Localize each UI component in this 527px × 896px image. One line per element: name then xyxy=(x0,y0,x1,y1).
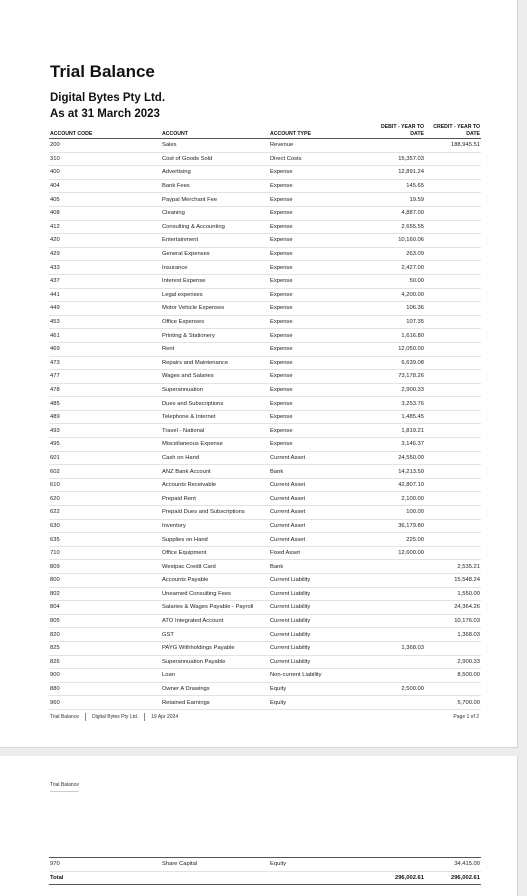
cell-code: 469 xyxy=(49,342,161,356)
cell-type: Equity xyxy=(269,696,369,710)
cell-type: Current Asset xyxy=(269,506,369,520)
cell-type: Current Liability xyxy=(269,655,369,669)
cell-account: Motor Vehicle Expenses xyxy=(161,302,269,316)
table-row xyxy=(49,370,481,384)
cell-debit: 2,900.33 xyxy=(369,383,425,397)
table-row xyxy=(49,655,481,669)
cell-debit xyxy=(369,601,425,615)
cell-code: 805 xyxy=(49,614,161,628)
header-account-type[interactable]: ACCOUNT TYPE xyxy=(269,121,369,139)
cell-account: Wages and Salaries xyxy=(161,370,269,384)
table-row xyxy=(49,858,481,872)
table-row xyxy=(49,546,481,560)
cell-credit xyxy=(425,682,481,696)
total-credit: 296,002.61 xyxy=(425,871,481,885)
table-row xyxy=(49,261,481,275)
cell-account: Rent xyxy=(161,342,269,356)
cell-credit xyxy=(425,288,481,302)
table-row xyxy=(49,614,481,628)
table-row xyxy=(49,234,481,248)
cell-debit: 10,160.06 xyxy=(369,234,425,248)
cell-credit xyxy=(425,641,481,655)
cell-code: 622 xyxy=(49,506,161,520)
cell-credit xyxy=(425,302,481,316)
cell-code: 601 xyxy=(49,451,161,465)
cell-type: Expense xyxy=(269,261,369,275)
cell-account: Legal expenses xyxy=(161,288,269,302)
cell-type: Non-current Liability xyxy=(269,669,369,683)
cell-debit: 2,655.55 xyxy=(369,220,425,234)
cell-credit xyxy=(425,329,481,343)
cell-code: 449 xyxy=(49,302,161,316)
report-title: Trial Balance xyxy=(50,62,155,81)
cell-type: Expense xyxy=(269,220,369,234)
cell-account: Miscellaneous Expense xyxy=(161,438,269,452)
table-row xyxy=(49,397,481,411)
table-row xyxy=(49,206,481,220)
table-header-row xyxy=(49,121,481,139)
cell-code: 437 xyxy=(49,274,161,288)
table-row xyxy=(49,682,481,696)
cell-code: 404 xyxy=(49,179,161,193)
cell-credit xyxy=(425,546,481,560)
cell-account: Sales xyxy=(161,139,269,153)
table-row xyxy=(49,601,481,615)
table-row xyxy=(49,274,481,288)
table-row xyxy=(49,152,481,166)
cell-code: 429 xyxy=(49,247,161,261)
cell-debit: 24,550.00 xyxy=(369,451,425,465)
cell-credit xyxy=(425,152,481,166)
cell-code: 461 xyxy=(49,329,161,343)
cell-code: 800 xyxy=(49,574,161,588)
cell-credit: 1,550.00 xyxy=(425,587,481,601)
cell-code: 825 xyxy=(49,641,161,655)
table-row xyxy=(49,438,481,452)
cell-credit xyxy=(425,492,481,506)
cell-code: 809 xyxy=(49,560,161,574)
cell-debit: 106.36 xyxy=(369,302,425,316)
cell-debit: 1,485.45 xyxy=(369,410,425,424)
cell-credit xyxy=(425,315,481,329)
cell-credit xyxy=(425,274,481,288)
cell-code: 602 xyxy=(49,465,161,479)
cell-account: General Expenses xyxy=(161,247,269,261)
cell-code: 408 xyxy=(49,206,161,220)
cell-type: Current Asset xyxy=(269,451,369,465)
cell-type: Current Liability xyxy=(269,601,369,615)
table-row xyxy=(49,220,481,234)
cell-account: Office Equipment xyxy=(161,546,269,560)
cell-code: 473 xyxy=(49,356,161,370)
cell-credit: 8,500.00 xyxy=(425,669,481,683)
table-row xyxy=(49,478,481,492)
cell-type: Equity xyxy=(269,682,369,696)
table-row xyxy=(49,519,481,533)
cell-type: Current Asset xyxy=(269,492,369,506)
cell-code: 310 xyxy=(49,152,161,166)
cell-debit: 50.00 xyxy=(369,274,425,288)
cell-debit: 107.35 xyxy=(369,315,425,329)
cell-credit xyxy=(425,424,481,438)
cell-debit: 12,050.00 xyxy=(369,342,425,356)
cell-code: 485 xyxy=(49,397,161,411)
cell-credit xyxy=(425,438,481,452)
cell-account: Superannuation Payable xyxy=(161,655,269,669)
table-row xyxy=(49,465,481,479)
cell-code: 826 xyxy=(49,655,161,669)
cell-debit: 73,178.26 xyxy=(369,370,425,384)
cell-empty xyxy=(161,871,269,885)
cell-debit xyxy=(369,669,425,683)
table-row xyxy=(49,424,481,438)
cell-empty xyxy=(269,871,369,885)
cell-type: Expense xyxy=(269,234,369,248)
cell-type: Fixed Asset xyxy=(269,546,369,560)
cell-credit xyxy=(425,451,481,465)
cell-credit xyxy=(425,383,481,397)
cell-credit xyxy=(425,356,481,370)
cell-debit: 3,146.37 xyxy=(369,438,425,452)
cell-credit xyxy=(425,166,481,180)
total-label: Total xyxy=(49,871,161,885)
table-row xyxy=(49,315,481,329)
total-row xyxy=(49,871,481,885)
cell-credit xyxy=(425,179,481,193)
table-body xyxy=(49,139,481,710)
cell-debit: 36,179.80 xyxy=(369,519,425,533)
cell-code: 495 xyxy=(49,438,161,452)
cell-account: GST xyxy=(161,628,269,642)
cell-code: 453 xyxy=(49,315,161,329)
cell-credit xyxy=(425,397,481,411)
cell-credit xyxy=(425,465,481,479)
cell-account: Consulting & Accounting xyxy=(161,220,269,234)
cell-type: Expense xyxy=(269,356,369,370)
table-row xyxy=(49,410,481,424)
cell-type: Expense xyxy=(269,342,369,356)
cell-code: 900 xyxy=(49,669,161,683)
cell-code: 478 xyxy=(49,383,161,397)
table-row xyxy=(49,166,481,180)
cell-debit: 2,427.00 xyxy=(369,261,425,275)
cell-account: Owner A Drawings xyxy=(161,682,269,696)
cell-credit: 2,900.33 xyxy=(425,655,481,669)
table-row xyxy=(49,179,481,193)
cell-debit: 3,253.76 xyxy=(369,397,425,411)
cell-credit: 5,700.00 xyxy=(425,696,481,710)
cell-credit xyxy=(425,370,481,384)
cell-debit xyxy=(369,587,425,601)
table-row xyxy=(49,560,481,574)
cell-debit: 19.59 xyxy=(369,193,425,207)
cell-credit xyxy=(425,410,481,424)
header-debit[interactable]: DEBIT - YEAR TO DATE xyxy=(369,121,425,139)
cell-type: Expense xyxy=(269,193,369,207)
cell-credit xyxy=(425,193,481,207)
company-name: Digital Bytes Pty Ltd. xyxy=(50,92,166,104)
cell-credit: 10,176.03 xyxy=(425,614,481,628)
cell-account: Salaries & Wages Payable - Payroll xyxy=(161,601,269,615)
cell-code: 610 xyxy=(49,478,161,492)
cell-account: Westpac Credit Card xyxy=(161,560,269,574)
cell-type: Expense xyxy=(269,288,369,302)
table-row xyxy=(49,342,481,356)
footer-divider xyxy=(85,713,86,721)
cell-debit xyxy=(369,655,425,669)
footer-report-name: Trial Balance xyxy=(50,714,79,720)
cell-account: Cash on Hand xyxy=(161,451,269,465)
footer-page-number: Page 1 of 2 xyxy=(453,714,479,720)
cell-credit: 2,535.21 xyxy=(425,560,481,574)
cell-credit xyxy=(425,220,481,234)
report-date: As at 31 March 2023 xyxy=(50,108,160,120)
table-row xyxy=(49,288,481,302)
cell-account: Paypal Merchant Fee xyxy=(161,193,269,207)
cell-code: 630 xyxy=(49,519,161,533)
cell-account: Advertising xyxy=(161,166,269,180)
cell-debit: 145.65 xyxy=(369,179,425,193)
cell-code: 412 xyxy=(49,220,161,234)
cell-code: 489 xyxy=(49,410,161,424)
cell-account: PAYG Withholdings Payable xyxy=(161,641,269,655)
table-row xyxy=(49,247,481,261)
cell-debit: 1,819.21 xyxy=(369,424,425,438)
cell-type: Expense xyxy=(269,438,369,452)
cell-type: Expense xyxy=(269,410,369,424)
cell-type: Equity xyxy=(269,858,369,872)
cell-code: 802 xyxy=(49,587,161,601)
cell-code: 200 xyxy=(49,139,161,153)
cell-account: ATO Integrated Account xyxy=(161,614,269,628)
cell-debit: 4,887.00 xyxy=(369,206,425,220)
cell-code: 441 xyxy=(49,288,161,302)
cell-credit: 188,945.51 xyxy=(425,139,481,153)
table-row xyxy=(49,139,481,153)
cell-type: Direct Costs xyxy=(269,152,369,166)
cell-account: Loan xyxy=(161,669,269,683)
header-account-code[interactable]: ACCOUNT CODE xyxy=(49,121,161,139)
table-row xyxy=(49,302,481,316)
cell-account: Entertainment xyxy=(161,234,269,248)
cell-code: 635 xyxy=(49,533,161,547)
table-row xyxy=(49,533,481,547)
cell-code: 493 xyxy=(49,424,161,438)
cell-debit: 225.00 xyxy=(369,533,425,547)
cell-account: Repairs and Maintenance xyxy=(161,356,269,370)
cell-type: Expense xyxy=(269,315,369,329)
cell-account: Telephone & Internet xyxy=(161,410,269,424)
cell-debit: 4,200.00 xyxy=(369,288,425,302)
cell-code: 433 xyxy=(49,261,161,275)
report-page-2 xyxy=(0,756,518,896)
cell-debit: 6,639.08 xyxy=(369,356,425,370)
cell-debit: 14,213.50 xyxy=(369,465,425,479)
cell-code: 477 xyxy=(49,370,161,384)
cell-type: Expense xyxy=(269,179,369,193)
cell-account: Retained Earnings xyxy=(161,696,269,710)
cell-debit xyxy=(369,858,425,872)
cell-credit: 15,548.24 xyxy=(425,574,481,588)
cell-debit: 42,807.10 xyxy=(369,478,425,492)
cell-type: Expense xyxy=(269,247,369,261)
cell-code: 820 xyxy=(49,628,161,642)
table-row xyxy=(49,696,481,710)
total-debit: 296,002.61 xyxy=(369,871,425,885)
cell-account: Inventory xyxy=(161,519,269,533)
cell-debit xyxy=(369,574,425,588)
cell-account: Superannuation xyxy=(161,383,269,397)
cell-account: Unearned Consulting Fees xyxy=(161,587,269,601)
cell-debit xyxy=(369,139,425,153)
cell-type: Expense xyxy=(269,397,369,411)
table-row xyxy=(49,329,481,343)
cell-account: Supplies on Hand xyxy=(161,533,269,547)
cell-account: Share Capital xyxy=(161,858,269,872)
cell-debit xyxy=(369,628,425,642)
cell-account: Cost of Goods Sold xyxy=(161,152,269,166)
cell-type: Expense xyxy=(269,329,369,343)
table-row xyxy=(49,669,481,683)
cell-credit xyxy=(425,206,481,220)
cell-credit xyxy=(425,519,481,533)
cell-debit: 1,616.80 xyxy=(369,329,425,343)
page2-header-label: Trial Balance xyxy=(50,782,79,792)
cell-account: Printing & Stationery xyxy=(161,329,269,343)
cell-credit xyxy=(425,234,481,248)
cell-code: 710 xyxy=(49,546,161,560)
cell-debit: 2,500.00 xyxy=(369,682,425,696)
cell-credit xyxy=(425,506,481,520)
cell-type: Current Liability xyxy=(269,628,369,642)
cell-debit: 12,600.00 xyxy=(369,546,425,560)
table-row xyxy=(49,506,481,520)
cell-debit xyxy=(369,614,425,628)
cell-code: 960 xyxy=(49,696,161,710)
cell-debit: 15,357.03 xyxy=(369,152,425,166)
cell-type: Expense xyxy=(269,424,369,438)
cell-credit: 34,415.00 xyxy=(425,858,481,872)
cell-credit xyxy=(425,342,481,356)
cell-type: Expense xyxy=(269,302,369,316)
cell-code: 970 xyxy=(49,858,161,872)
cell-debit: 2,100.00 xyxy=(369,492,425,506)
cell-type: Expense xyxy=(269,383,369,397)
cell-credit xyxy=(425,261,481,275)
footer-divider xyxy=(144,713,145,721)
cell-type: Current Asset xyxy=(269,519,369,533)
table-row xyxy=(49,356,481,370)
cell-credit: 24,364.26 xyxy=(425,601,481,615)
cell-type: Current Liability xyxy=(269,587,369,601)
cell-account: Insurance xyxy=(161,261,269,275)
cell-code: 405 xyxy=(49,193,161,207)
cell-debit: 263.09 xyxy=(369,247,425,261)
cell-type: Revenue xyxy=(269,139,369,153)
trial-balance-table-continued xyxy=(49,857,481,885)
cell-account: Cleaning xyxy=(161,206,269,220)
cell-account: Office Expenses xyxy=(161,315,269,329)
cell-account: Prepaid Dues and Subscriptions xyxy=(161,506,269,520)
table-row xyxy=(49,641,481,655)
cell-code: 420 xyxy=(49,234,161,248)
cell-debit: 100.00 xyxy=(369,506,425,520)
cell-account: Accounts Receivable xyxy=(161,478,269,492)
table-row xyxy=(49,193,481,207)
cell-account: Accounts Payable xyxy=(161,574,269,588)
table-row xyxy=(49,587,481,601)
header-credit[interactable]: CREDIT - YEAR TO DATE xyxy=(425,121,481,139)
cell-account: Bank Fees xyxy=(161,179,269,193)
footer-company: Digital Bytes Pty Ltd. xyxy=(92,714,139,720)
cell-type: Bank xyxy=(269,465,369,479)
cell-code: 880 xyxy=(49,682,161,696)
cell-credit xyxy=(425,533,481,547)
cell-debit: 1,368.03 xyxy=(369,641,425,655)
cell-type: Current Liability xyxy=(269,641,369,655)
cell-code: 400 xyxy=(49,166,161,180)
cell-type: Bank xyxy=(269,560,369,574)
table-row xyxy=(49,383,481,397)
trial-balance-table xyxy=(49,121,481,710)
cell-account: Dues and Subscriptions xyxy=(161,397,269,411)
cell-code: 804 xyxy=(49,601,161,615)
page-footer xyxy=(50,713,479,721)
cell-credit xyxy=(425,247,481,261)
cell-type: Expense xyxy=(269,274,369,288)
cell-type: Expense xyxy=(269,166,369,180)
cell-account: Travel - National xyxy=(161,424,269,438)
header-account[interactable]: ACCOUNT xyxy=(161,121,269,139)
cell-account: Prepaid Rent xyxy=(161,492,269,506)
cell-account: ANZ Bank Account xyxy=(161,465,269,479)
cell-debit: 12,891.24 xyxy=(369,166,425,180)
cell-type: Expense xyxy=(269,370,369,384)
table-row xyxy=(49,492,481,506)
table-row xyxy=(49,628,481,642)
cell-account: Interest Expense xyxy=(161,274,269,288)
cell-type: Current Asset xyxy=(269,478,369,492)
table-row xyxy=(49,451,481,465)
cell-code: 620 xyxy=(49,492,161,506)
cell-type: Current Asset xyxy=(269,533,369,547)
cell-credit: 1,368.03 xyxy=(425,628,481,642)
table-row xyxy=(49,574,481,588)
cell-credit xyxy=(425,478,481,492)
cell-debit xyxy=(369,560,425,574)
cell-type: Expense xyxy=(269,206,369,220)
footer-date: 19 Apr 2024 xyxy=(151,714,179,720)
cell-type: Current Liability xyxy=(269,574,369,588)
cell-type: Current Liability xyxy=(269,614,369,628)
cell-debit xyxy=(369,696,425,710)
